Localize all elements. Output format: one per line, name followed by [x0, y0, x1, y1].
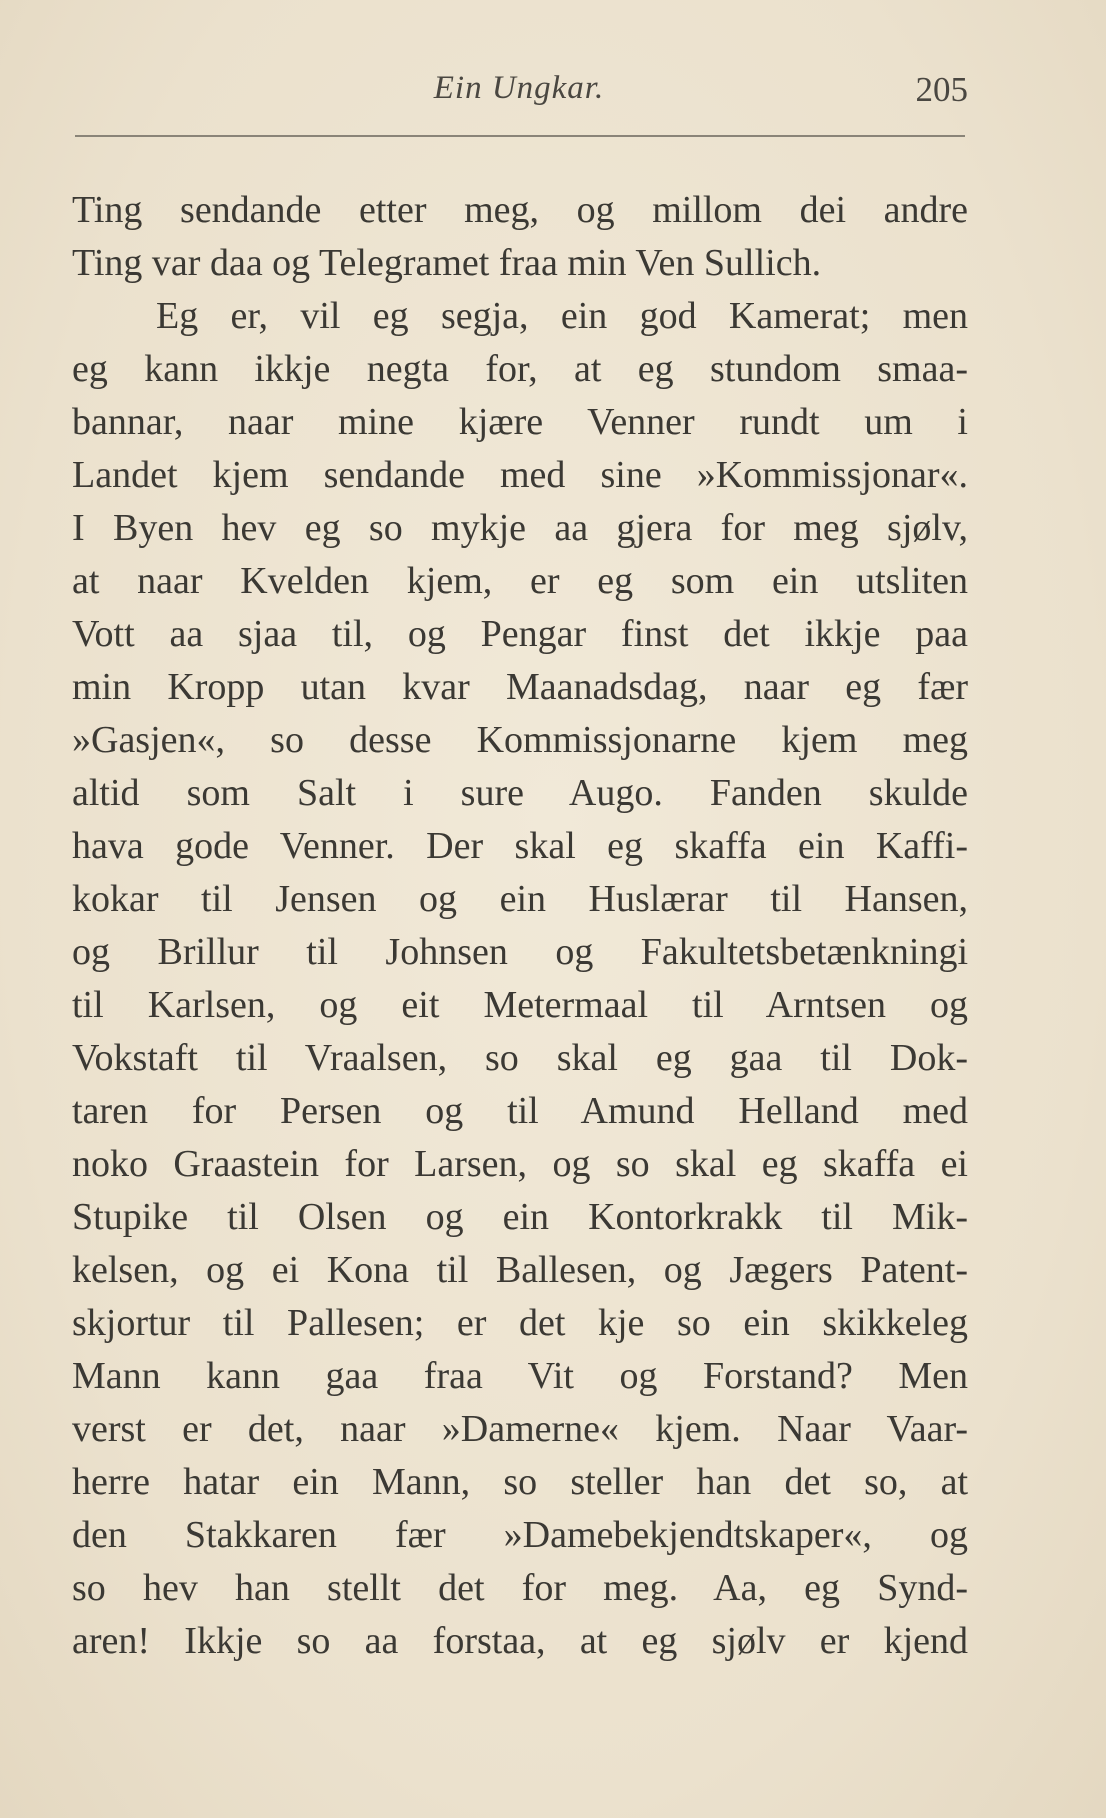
text-line: Vokstaft til Vraalsen, so skal eg gaa til Dok- [72, 1037, 968, 1079]
text-line: skjortur til Pallesen; er det kje so ein skikkeleg [72, 1302, 968, 1344]
text-line: eg kann ikkje negta for, at eg stundom smaa- [72, 348, 968, 390]
text-line: den Stakkaren fær »Damebekjendtskaper«, og [72, 1514, 968, 1556]
text-line: hava gode Venner. Der skal eg skaffa ein Kaffi- [72, 825, 968, 867]
text-line: taren for Persen og til Amund Helland med [72, 1090, 968, 1132]
text-line: Stupike til Olsen og ein Kontorkrakk til Mik- [72, 1196, 968, 1238]
text-line: Ting sendande etter meg, og millom dei andre [72, 189, 968, 231]
page-number: 205 [915, 70, 968, 109]
text-line: at naar Kvelden kjem, er eg som ein utsliten [72, 560, 968, 602]
text-line: bannar, naar mine kjære Venner rundt um i [72, 401, 968, 443]
text-line: Vott aa sjaa til, og Pengar finst det ikkje paa [72, 613, 968, 655]
text-line: herre hatar ein Mann, so steller han det so, at [72, 1461, 968, 1503]
text-line: noko Graastein for Larsen, og so skal eg skaffa ei [72, 1143, 968, 1185]
header-rule [75, 135, 965, 137]
text-line: til Karlsen, og eit Metermaal til Arntsen og [72, 984, 968, 1026]
text-line: kelsen, og ei Kona til Ballesen, og Jægers Patent- [72, 1249, 968, 1291]
body-text [72, 184, 968, 1668]
text-line: altid som Salt i sure Augo. Fanden skulde [72, 772, 968, 814]
text-line: Ting var daa og Telegramet fraa min Ven Sullich. [72, 242, 822, 284]
text-line: kokar til Jensen og ein Huslærar til Hansen, [72, 878, 968, 920]
text-line: »Gasjen«, so desse Kommissjonarne kjem meg [72, 719, 968, 761]
text-line: og Brillur til Johnsen og Fakultetsbetænkningi [72, 931, 968, 973]
text-line: min Kropp utan kvar Maanadsdag, naar eg fær [72, 666, 968, 708]
text-line: verst er det, naar »Damerne« kjem. Naar Vaar- [72, 1408, 968, 1450]
text-line: I Byen hev eg so mykje aa gjera for meg sjølv, [72, 507, 968, 549]
text-line: Landet kjem sendande med sine »Kommissjonar«. [72, 454, 968, 496]
running-title: Ein Ungkar. [433, 70, 605, 106]
text-line: Eg er, vil eg segja, ein god Kamerat; men [156, 295, 968, 337]
text-line: aren! Ikkje so aa forstaa, at eg sjølv er kjend [72, 1620, 968, 1662]
page-header [70, 66, 968, 116]
text-line: so hev han stellt det for meg. Aa, eg Synd- [72, 1567, 968, 1609]
text-line: Mann kann gaa fraa Vit og Forstand? Men [72, 1355, 968, 1397]
